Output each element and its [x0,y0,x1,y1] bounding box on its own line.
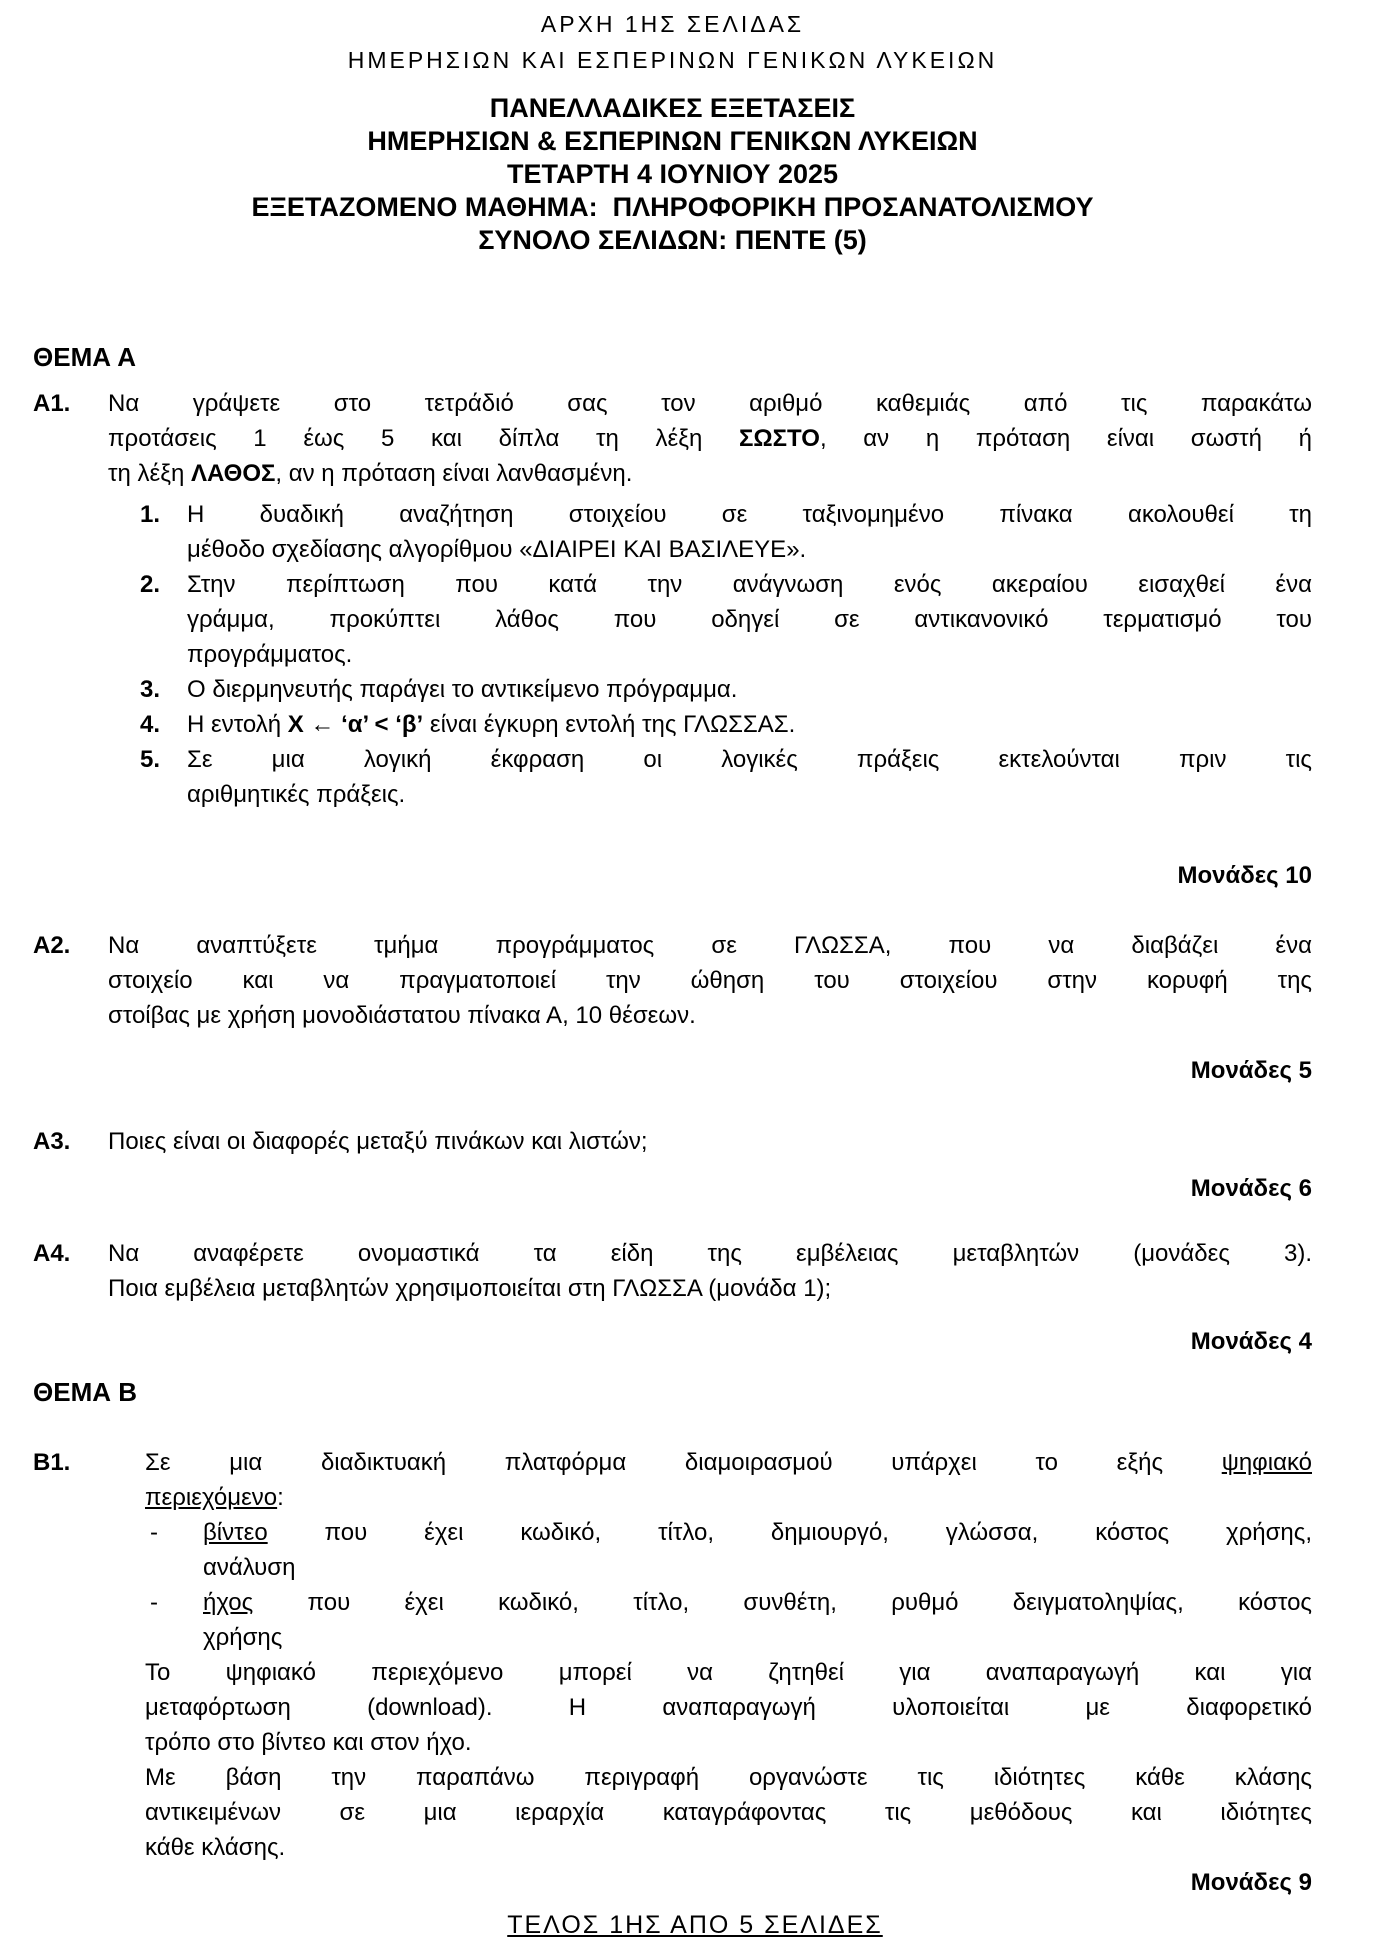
a1-statement-3-number: 3. [140,676,161,703]
a1-statement-4 [140,707,1312,742]
a1-statement-5 [140,742,1312,812]
b1-dash-item-audio-text: ήχος που έχει κωδικό, τίτλο, συνθέτη, ρυθμό δειγματοληψίας, κόστος χρήσης [203,1589,1312,1651]
question-b1-paragraph-2: Το ψηφιακό περιεχόμενο μπορεί να ζητηθεί για αναπαραγωγή και για μεταφόρτωση (download). Η αναπαραγωγή υλοποιείται με διαφορετικό τρόπο στο βίντεο και στον ήχο. [145,1659,1312,1756]
a1-marks: Μονάδες 10 [1177,862,1312,889]
b1-dash-item-audio [150,1585,1312,1655]
b1-dash-item-video-text: βίντεο που έχει κωδικό, τίτλο, δημιουργό, γλώσσα, κόστος χρήσης, ανάλυση [203,1519,1312,1581]
title-total-pages: ΣΥΝΟΛΟ ΣΕΛΙΔΩΝ: ΠΕΝΤΕ (5) [478,225,867,255]
dash-marker: - [150,1519,158,1546]
a1-statement-4-number: 4. [140,711,161,738]
theme-a-heading: ΘΕΜΑ Α [33,342,137,372]
a1-statement-1-text: Η δυαδική αναζήτηση στοιχείου σε ταξινομημένο πίνακα ακολουθεί τη μέθοδο σχεδίασης αλγορίθμου «ΔΙΑΙΡΕΙ ΚΑΙ ΒΑΣΙΛΕΥΕ». [187,501,1312,563]
title-schools: ΗΜΕΡΗΣΙΩΝ & ΕΣΠΕΡΙΝΩΝ ΓΕΝΙΚΩΝ ΛΥΚΕΙΩΝ [367,126,978,156]
a1-statement-4-text: Η εντολή Χ ← ‘α’ < ‘β’ είναι έγκυρη εντολή της ΓΛΩΣΣΑΣ. [187,711,796,738]
b1-dash-item-video [150,1515,1312,1585]
a2-marks: Μονάδες 5 [1190,1057,1312,1084]
a3-marks: Μονάδες 6 [1190,1175,1312,1202]
question-b1-intro: Σε μια διαδικτυακή πλατφόρμα διαμοιρασμού υπάρχει το εξής ψηφιακό περιεχόμενο: [145,1449,1312,1511]
title-block [33,92,1312,257]
a1-statements [108,497,1312,812]
question-b1-paragraph-3: Με βάση την παραπάνω περιγραφή οργανώστε τις ιδιότητες κάθε κλάσης αντικειμένων σε μια ιεραρχία καταγράφοντας τις μεθόδους και ιδιότητες κάθε κλάσης. [145,1764,1312,1861]
question-a3-label: Α3. [33,1128,71,1155]
question-a1-body [108,386,1312,812]
a1-statement-2-number: 2. [140,571,161,598]
page-header-line1: ΑΡΧΗ 1ΗΣ ΣΕΛΙΔΑΣ [540,11,805,37]
question-b1 [33,1445,1312,1865]
theme-b-heading: ΘΕΜΑ Β [33,1377,137,1407]
question-a1 [33,386,1312,812]
question-a3-text: Ποιες είναι οι διαφορές μεταξύ πινάκων και λιστών; [108,1128,648,1155]
b1-marks: Μονάδες 9 [1190,1869,1312,1896]
a1-statement-2 [140,567,1312,672]
a1-statement-3 [140,672,1312,707]
question-a1-label: Α1. [33,390,71,417]
a1-statement-3-text: Ο διερμηνευτής παράγει το αντικείμενο πρόγραμμα. [187,676,738,703]
dash-marker: - [150,1589,158,1616]
question-a2-text: Να αναπτύξετε τμήμα προγράμματος σε ΓΛΩΣΣΑ, που να διαβάζει ένα στοιχείο και να πραγματοποιεί την ώθηση του στοιχείου στην κορυφή της στοίβας με χρήση μονοδιάστατου πίνακα Α, 10 θέσεων. [108,932,1312,1029]
a1-statement-1 [140,497,1312,567]
question-a4 [33,1236,1312,1306]
question-a1-intro: Να γράψετε στο τετράδιό σας τον αριθμό καθεμιάς από τις παρακάτω προτάσεις 1 έως 5 και δίπλα τη λέξη ΣΩΣΤΟ, αν η πρόταση είναι σωστή ή τη λέξη ΛΑΘΟΣ, αν η πρόταση είναι λανθασμένη. [108,390,1313,487]
question-a2 [33,928,1312,1033]
title-exams: ΠΑΝΕΛΛΑΔΙΚΕΣ ΕΞΕΤΑΣΕΙΣ [489,93,856,123]
page-header [33,6,1312,78]
a1-statement-1-number: 1. [140,501,161,528]
question-b1-label: Β1. [33,1449,71,1476]
question-b1-body [145,1445,1312,1865]
question-a3 [33,1124,1312,1159]
question-a4-text: Να αναφέρετε ονομαστικά τα είδη της εμβέλειας μεταβλητών (μονάδες 3). Ποια εμβέλεια μεταβλητών χρησιμοποιείται στη ΓΛΩΣΣΑ (μονάδα 1); [108,1240,1312,1302]
a1-statement-5-number: 5. [140,746,161,773]
title-date: ΤΕΤΑΡΤΗ 4 ΙΟΥΝΙΟΥ 2025 [506,159,839,189]
title-subject: ΕΞΕΤΑΖΟΜΕΝΟ ΜΑΘΗΜΑ: ΠΛΗΡΟΦΟΡΙΚΗ ΠΡΟΣΑΝΑΤΟΛΙΣΜΟΥ [251,192,1094,222]
question-a2-label: Α2. [33,932,71,959]
page-header-line2: ΗΜΕΡΗΣΙΩΝ ΚΑΙ ΕΣΠΕΡΙΝΩΝ ΓΕΝΙΚΩΝ ΛΥΚΕΙΩΝ [347,47,998,73]
a1-statement-5-text: Σε μια λογική έκφραση οι λογικές πράξεις εκτελούνται πριν τις αριθμητικές πράξεις. [187,746,1312,808]
a4-marks: Μονάδες 4 [1190,1328,1312,1355]
a1-statement-2-text: Στην περίπτωση που κατά την ανάγνωση ενός ακεραίου εισαχθεί ένα γράμμα, προκύπτει λάθος που οδηγεί σε αντικανονικό τερματισμό του προγράμματος. [187,571,1312,668]
page-footer: ΤΕΛΟΣ 1ΗΣ ΑΠΟ 5 ΣΕΛΙΔΕΣ [507,1911,883,1939]
question-a4-label: Α4. [33,1240,71,1267]
